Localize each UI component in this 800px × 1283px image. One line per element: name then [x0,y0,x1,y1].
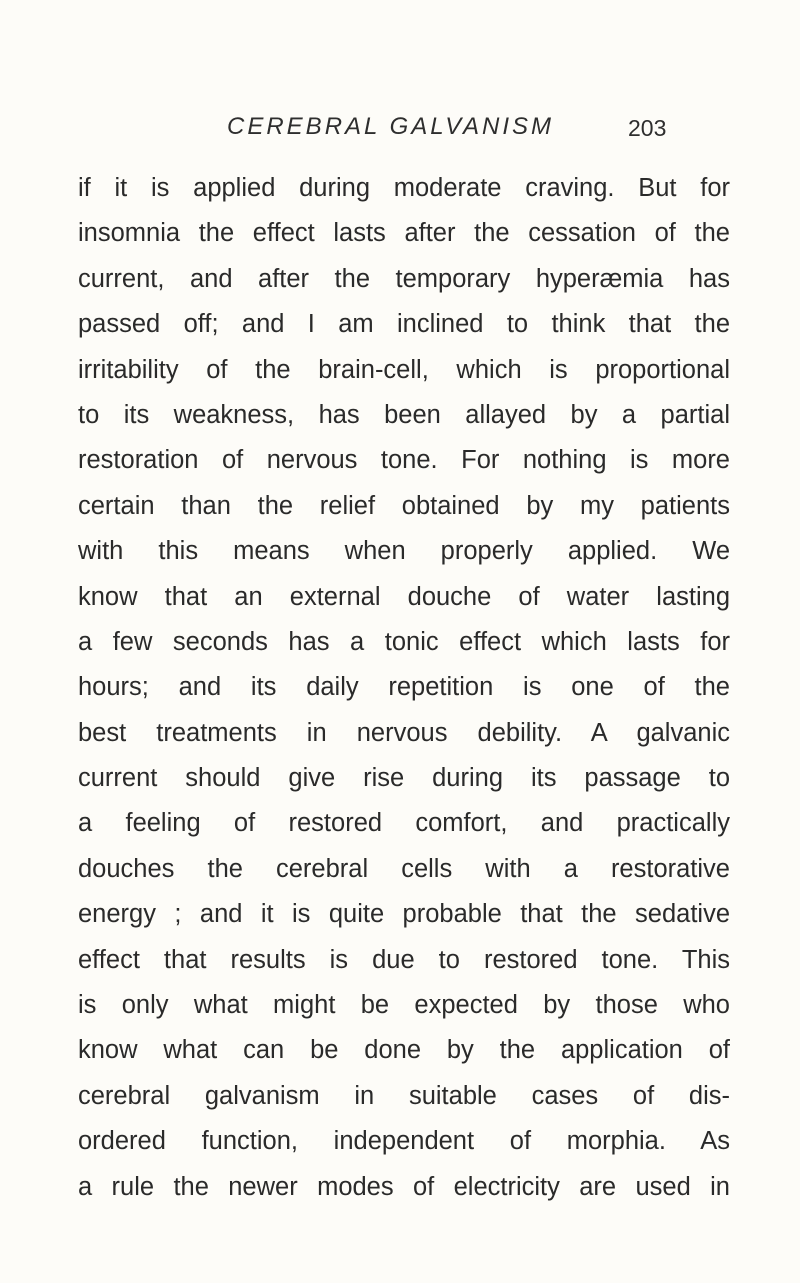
text-line: know that an external douche of water lasting [78,582,730,611]
text-line: a rule the newer modes of electricity are used in [78,1172,730,1201]
text-line: cerebral galvanism in suitable cases of dis- [78,1081,730,1110]
text-line: a feeling of restored comfort, and practically [78,809,730,838]
text-line: certain than the relief obtained by my patients [78,491,730,520]
text-line: restoration of nervous tone. For nothing is more [78,446,730,475]
text-line: ordered function, independent of morphia. As [78,1127,730,1156]
text-line: hours; and its daily repetition is one of the [78,673,730,702]
text-line: best treatments in nervous debility. A galvanic [78,718,730,747]
text-line: if it is applied during moderate craving. But for [78,174,730,202]
text-line: douches the cerebral cells with a restorative [78,854,730,883]
text-line: a few seconds has a tonic effect which lasts for [78,627,730,656]
running-head: CEREBRAL GALVANISM [227,113,554,140]
body-text [78,166,730,1210]
text-line: energy ; and it is quite probable that the sedative [78,900,730,929]
text-line: is only what might be expected by those who [78,991,730,1020]
page-number: 203 [628,115,667,141]
text-line: current, and after the temporary hyperæmia has [78,264,730,293]
text-line: effect that results is due to restored tone. This [78,945,730,974]
text-line: to its weakness, has been allayed by a partial [78,400,730,429]
text-line: irritability of the brain-cell, which is proportional [78,355,730,384]
text-line: insomnia the effect lasts after the cessation of the [78,219,730,248]
text-line: passed off; and I am inclined to think that the [78,310,730,339]
text-line: current should give rise during its passage to [78,764,730,793]
text-line: know what can be done by the application of [78,1036,730,1065]
text-line: with this means when properly applied. We [78,537,730,566]
